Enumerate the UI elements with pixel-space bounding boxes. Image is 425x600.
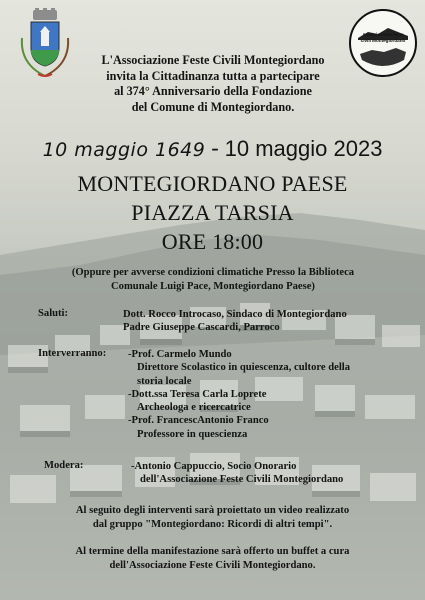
interverranno-label: Interverranno: <box>38 348 107 359</box>
moderator-line: -Antonio Cappuccio, Socio Onorario <box>131 461 297 472</box>
event-time: ORE 18:00 <box>161 229 264 254</box>
speaker-line: Direttore Scolastico in quiescenza, cultore della <box>137 362 351 374</box>
event-square: PIAZZA TARSIA <box>131 200 294 225</box>
saluti-line: Dott. Rocco Introcaso, Sindaco di Montegiordano <box>123 309 347 320</box>
speaker-line: -Prof. FrancescAntonio Franco <box>128 415 269 427</box>
saluti-list <box>123 308 347 335</box>
buffet-note <box>10 545 415 573</box>
intro-line: invita la Cittadinanza tutta a partecipare <box>106 68 320 83</box>
moderator-line: dell'Associazione Feste Civili Montegiordano <box>140 474 344 486</box>
event-date: 10 maggio 2023 <box>224 136 383 161</box>
speaker-line: Professore in quescienza <box>137 428 248 440</box>
saluti-line: Padre Giuseppe Cascardi, Parroco <box>123 322 280 334</box>
invitation-text <box>74 53 352 115</box>
anniversary-dates <box>0 136 425 162</box>
intro-line: al 374° Anniversario della Fondazione <box>114 84 312 98</box>
interverranno-list <box>128 348 350 441</box>
video-note <box>10 504 415 532</box>
date-separator: - <box>211 136 219 162</box>
note-line: (Oppure per avverse condizioni climatiche Presso la Biblioteca <box>71 267 355 278</box>
event-town: MONTEGIORDANO PAESE <box>77 171 348 196</box>
intro-line: L'Associazione Feste Civili Montegiordano <box>101 53 325 67</box>
speaker-line: Archeologa e ricercatrice <box>137 402 251 414</box>
speaker-line: storia locale <box>137 375 192 387</box>
weather-note <box>30 266 396 294</box>
closing-line: dell'Associazione Feste Civili Montegiordano. <box>109 560 316 571</box>
closing-line: dal gruppo "Montegiordano: Ricordi di altri tempi". <box>92 519 333 530</box>
speaker-line: -Dott.ssa Teresa Carla Loprete <box>128 388 267 400</box>
modera-label: Modera: <box>44 460 84 471</box>
coat-of-arms-icon <box>16 8 74 80</box>
intro-line: del Comune di Montegiordano. <box>131 99 295 114</box>
association-logo-text: Associazione feste civili Montegiordano <box>360 32 406 43</box>
closing-line: Al termine della manifestazione sarà offerto un buffet a cura <box>75 546 350 557</box>
note-line: Comunale Luigi Pace, Montegiordano Paese) <box>111 281 315 292</box>
saluti-label: Saluti: <box>38 308 69 319</box>
speaker-line: -Prof. Carmelo Mundo <box>128 349 232 360</box>
founding-date: 10 maggio 1649 <box>42 139 206 161</box>
closing-line: Al seguito degli interventi sarà proiettato un video realizzato <box>75 505 350 516</box>
modera-list <box>131 460 343 487</box>
